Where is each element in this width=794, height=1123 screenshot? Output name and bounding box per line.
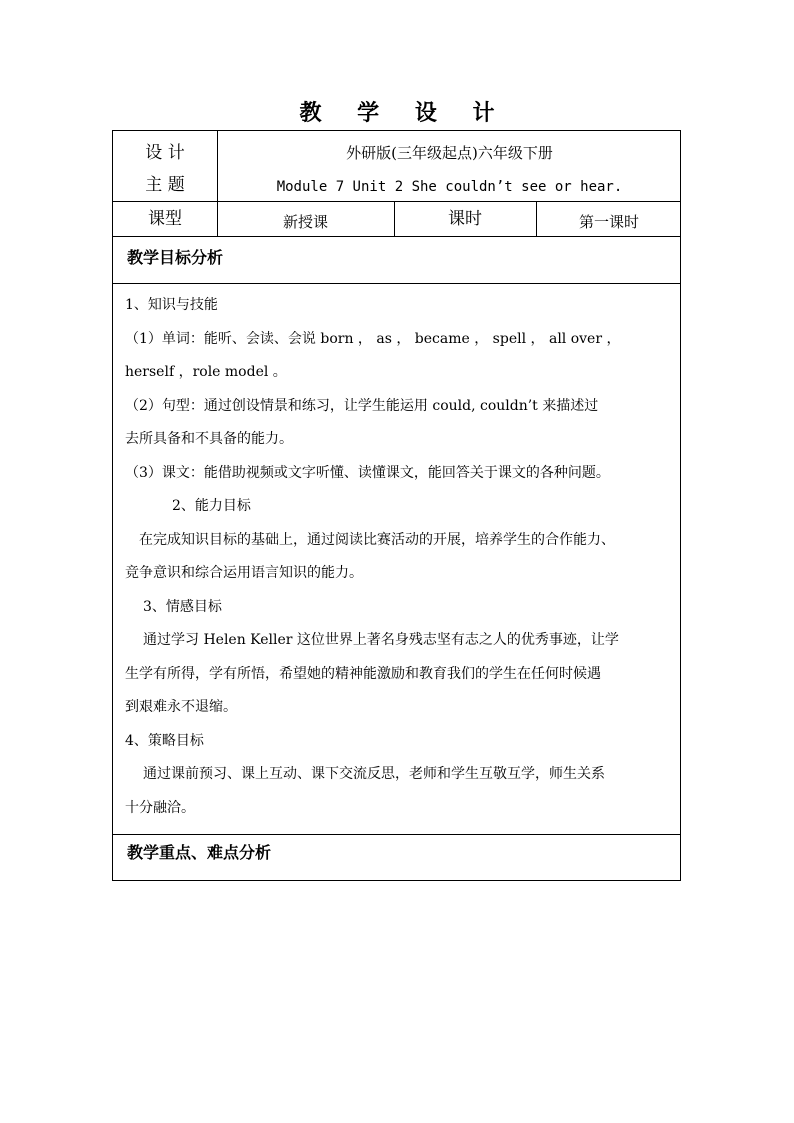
- topic-lesson: Module 7 Unit 2 She couldn’t see or hear.: [276, 179, 623, 195]
- objective-line: 4、策略目标: [125, 732, 204, 749]
- row-divider: [113, 283, 680, 284]
- topic-label-line-2: 主 题: [145, 175, 185, 195]
- objective-line: 通过学习 Helen Keller 这位世界上著名身残志坚有志之人的优秀事迹，让学: [143, 632, 619, 648]
- row-divider: [113, 201, 680, 202]
- lesson-plan-table: [112, 130, 681, 881]
- key-points-heading: 教学重点、难点分析: [127, 843, 272, 862]
- objective-line: 3、情感目标: [143, 598, 222, 615]
- document-title: 教 学 设 计: [299, 101, 509, 126]
- objective-line: （1）单词：能听、会读、会说 born ， as ， became ， spell ， all over ，: [125, 330, 621, 347]
- objective-line: herself ，role model 。: [125, 364, 287, 380]
- objective-line: （3）课文：能借助视频或文字听懂、读懂课文，能回答关于课文的各种问题。: [125, 464, 610, 481]
- period-label: 课时: [448, 209, 482, 229]
- type-label: 课型: [148, 209, 182, 229]
- objective-line: 十分融洽。: [125, 799, 195, 816]
- topic-label-line-1: 设 计: [145, 143, 185, 163]
- row-divider: [113, 834, 680, 835]
- objective-line: 竞争意识和综合运用语言知识的能力。: [125, 565, 363, 581]
- objective-line: 在完成知识目标的基础上，通过阅读比赛活动的开展，培养学生的合作能力、: [139, 531, 615, 548]
- objectives-heading: 教学目标分析: [127, 248, 224, 267]
- topic-textbook: 外研版(三年级起点)六年级下册: [346, 144, 553, 162]
- objectives-body: [125, 289, 673, 825]
- objective-line: 生学有所得，学有所悟，希望她的精神能激励和教育我们的学生在任何时候遇: [125, 665, 601, 682]
- objective-line: 通过课前预习、课上互动、课下交流反思，老师和学生互敬互学，师生关系: [143, 766, 605, 782]
- objective-line: 2、能力目标: [172, 498, 251, 514]
- objective-line: 去所具备和不具备的能力。: [125, 431, 293, 447]
- objective-line: 1、知识与技能: [125, 297, 218, 313]
- row-divider: [113, 236, 680, 237]
- objective-line: （2）句型：通过创设情景和练习，让学生能运用 could, couldn’t 来描述过: [125, 397, 599, 414]
- objective-line: 到艰难永不退缩。: [125, 699, 237, 715]
- period-value: 第一课时: [578, 213, 639, 231]
- type-value: 新授课: [282, 213, 328, 231]
